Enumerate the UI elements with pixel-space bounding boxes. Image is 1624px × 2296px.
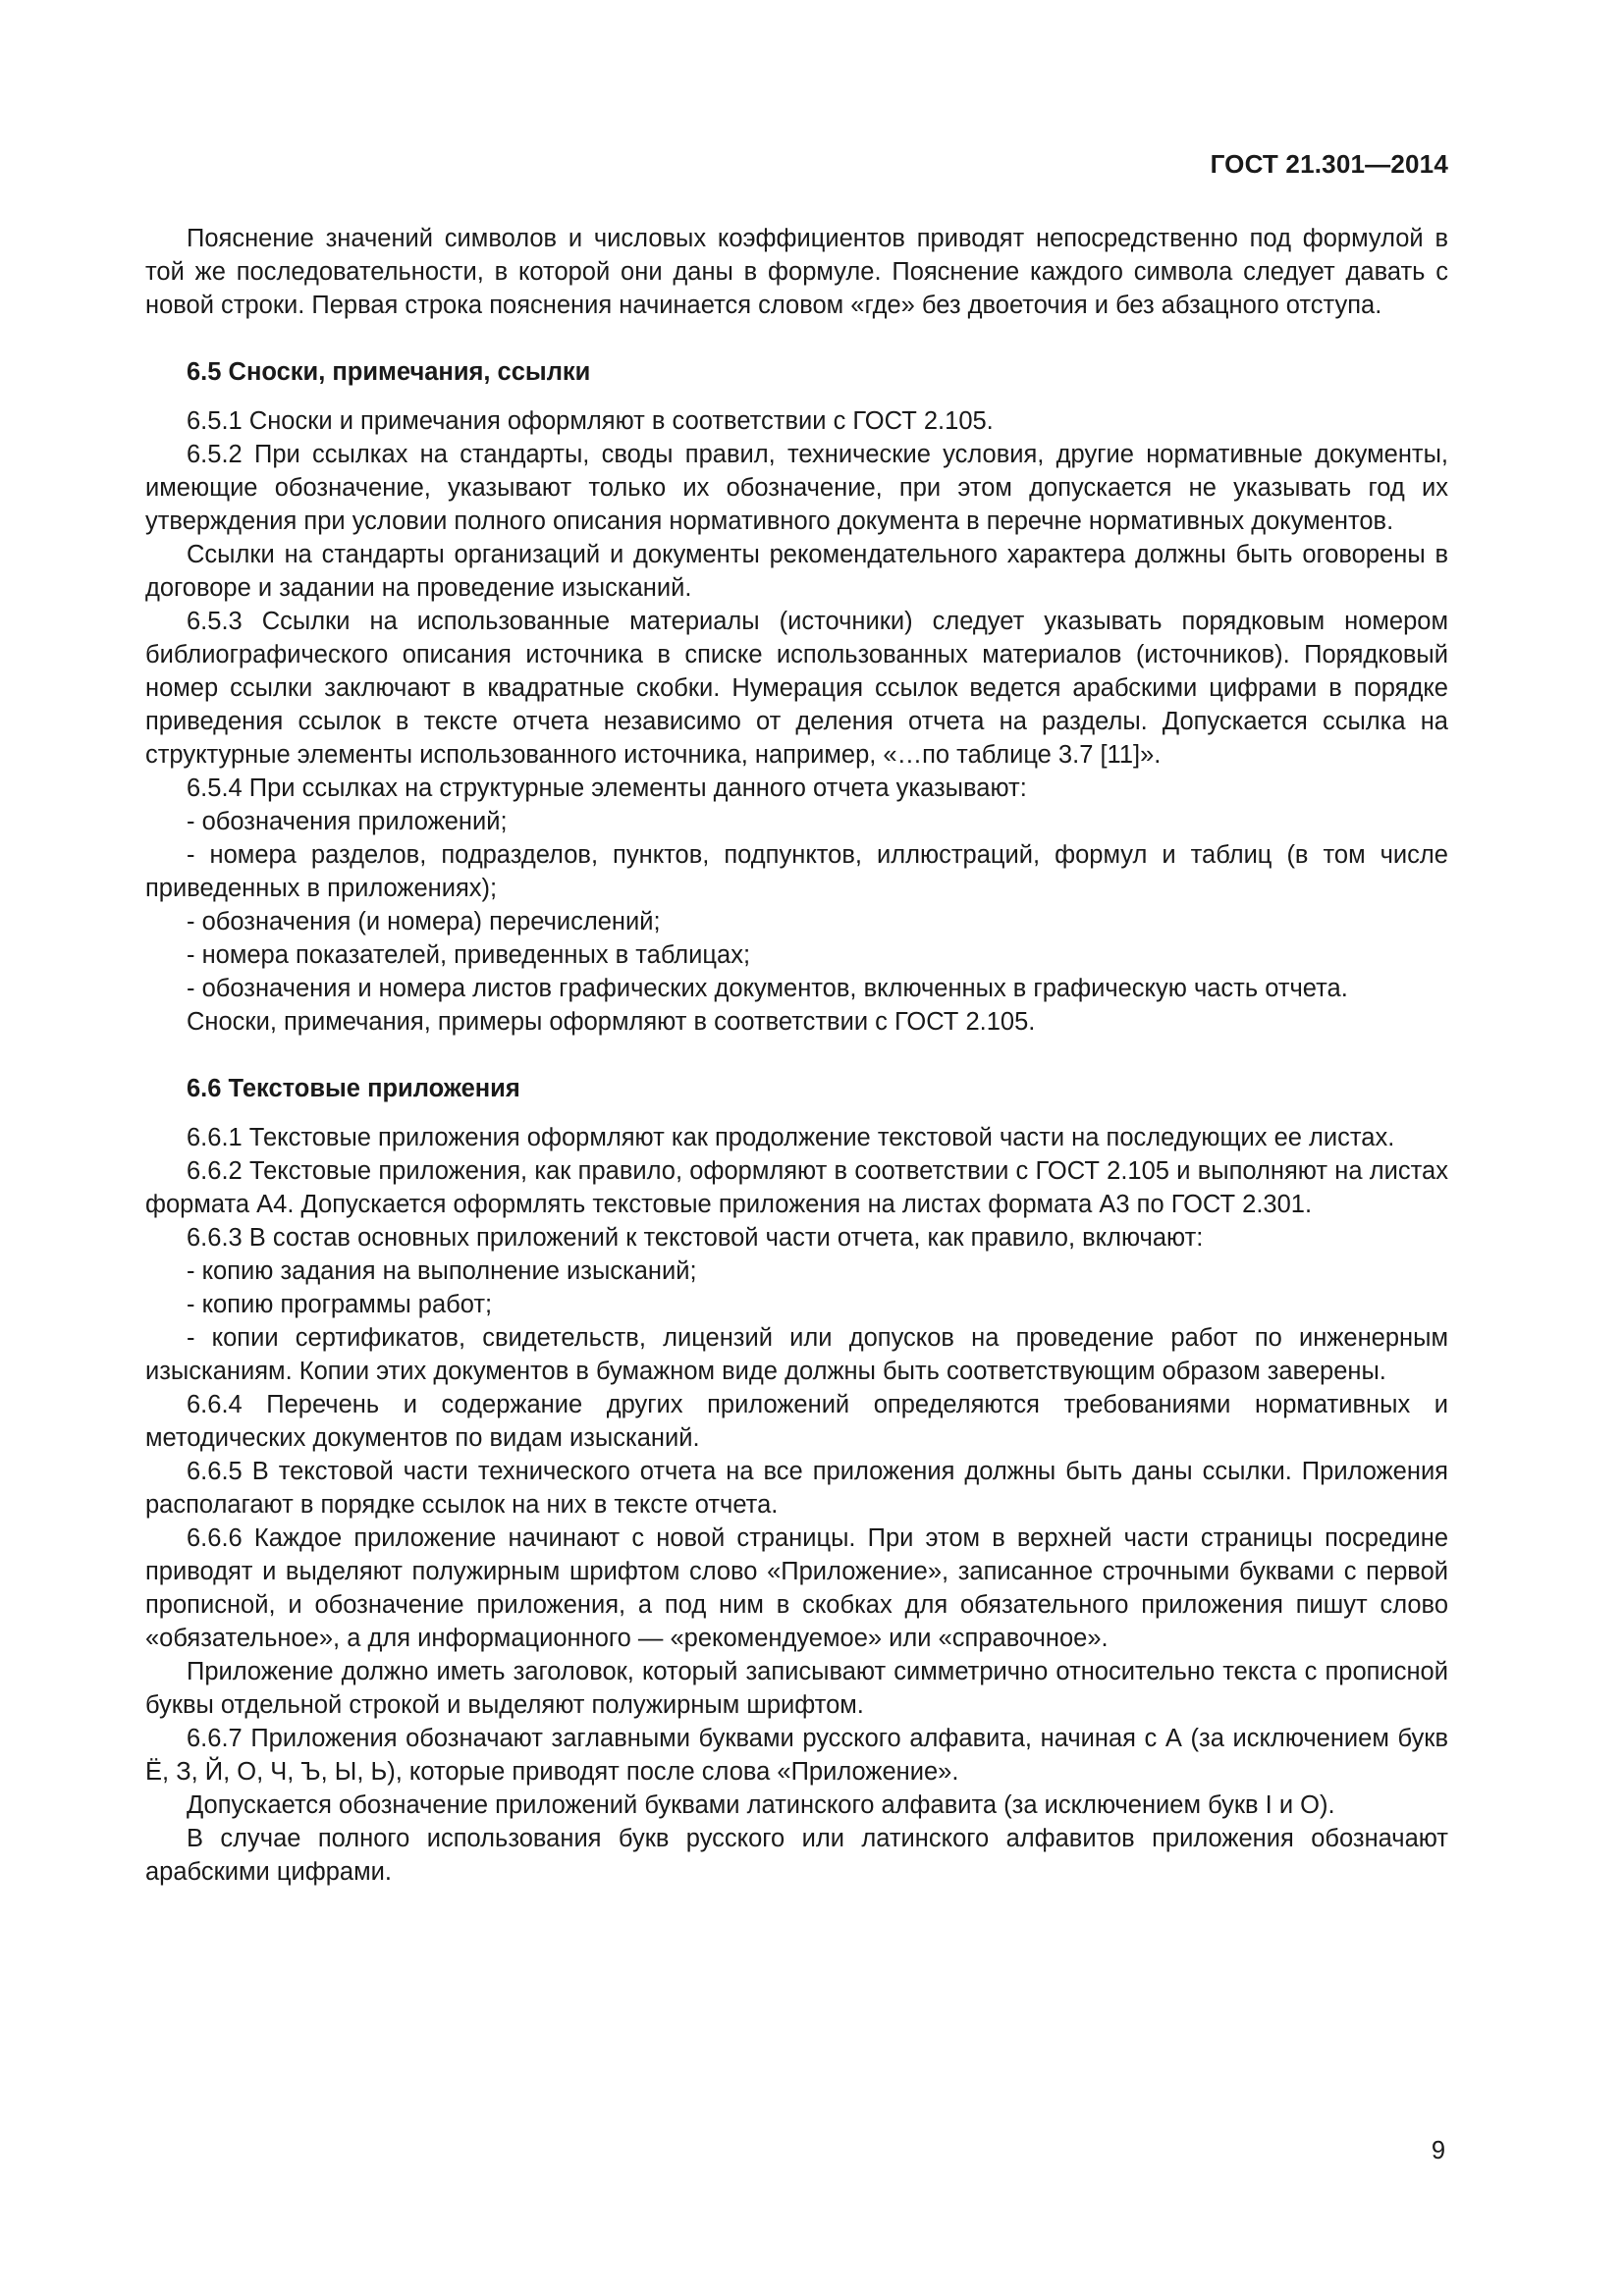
- document-body: [145, 222, 1448, 1889]
- document-code-header: ГОСТ 21.301—2014: [1210, 149, 1448, 179]
- list-item: - обозначения и номера листов графических документов, включенных в графическую часть отчета.: [187, 975, 1348, 1002]
- section-heading: 6.6 Текстовые приложения: [187, 1075, 520, 1102]
- paragraph: Допускается обозначение приложений буквами латинского алфавита (за исключением букв I и O).: [187, 1791, 1335, 1819]
- section-heading: 6.5 Сноски, примечания, ссылки: [187, 358, 591, 386]
- paragraph: 6.6.6 Каждое приложение начинают с новой страницы. При этом в верхней части страницы посредине приводят и выделяют полужирным шрифтом слово «Приложение», записанное строчными буквами с первой прописной, и обозначение приложения, а под ним в скобках для обязательного приложения пишут слово «обязательное», а для информационного — «рекомендуемое» или «справочное».: [145, 1524, 1448, 1652]
- list-item: - номера показателей, приведенных в таблицах;: [187, 941, 751, 969]
- page-number: 9: [1431, 2137, 1445, 2164]
- paragraph: 6.5.2 При ссылках на стандарты, своды правил, технические условия, другие нормативные документы, имеющие обозначение, указывают только их обозначение, при этом допускается не указывать год их утверждения при условии полного описания нормативного документа в перечне нормативных документов.: [145, 441, 1448, 535]
- paragraph: 6.6.4 Перечень и содержание других приложений определяются требованиями нормативных и методических документов по видам изысканий.: [145, 1391, 1448, 1452]
- paragraph: 6.5.3 Ссылки на использованные материалы (источники) следует указывать порядковым номером библиографического описания источника в списке использованных материалов (источников). Порядковый номер ссылки заключают в квадратные скобки. Нумерация ссылок ведется арабскими цифрами в порядке приведения ссылок в тексте отчета независимо от деления отчета на разделы. Допускается ссылка на структурные элементы использованного источника, например, «…по таблице 3.7 [11]».: [145, 608, 1448, 769]
- list-item: - номера разделов, подразделов, пунктов, подпунктов, иллюстраций, формул и таблиц (в том числе приведенных в приложениях);: [145, 841, 1448, 902]
- paragraph: 6.6.3 В состав основных приложений к текстовой части отчета, как правило, включают:: [187, 1224, 1204, 1252]
- paragraph: Ссылки на стандарты организаций и документы рекомендательного характера должны быть оговорены в договоре и задании на проведение изысканий.: [145, 541, 1448, 602]
- paragraph: 6.6.7 Приложения обозначают заглавными буквами русского алфавита, начиная с А (за исключением букв Ё, З, Й, О, Ч, Ъ, Ы, Ь), которые приводят после слова «Приложение».: [145, 1725, 1448, 1786]
- paragraph: В случае полного использования букв русского или латинского алфавитов приложения обозначают арабскими цифрами.: [145, 1825, 1448, 1886]
- paragraph: 6.6.5 В текстовой части технического отчета на все приложения должны быть даны ссылки. Приложения располагают в порядке ссылок на них в тексте отчета.: [145, 1458, 1448, 1519]
- paragraph: Пояснение значений символов и числовых коэффициентов приводят непосредственно под формулой в той же последовательности, в которой они даны в формуле. Пояснение каждого символа следует давать с новой строки. Первая строка пояснения начинается словом «где» без двоеточия и без абзацного отступа.: [145, 225, 1448, 319]
- paragraph: Сноски, примечания, примеры оформляют в соответствии с ГОСТ 2.105.: [187, 1008, 1036, 1036]
- paragraph: Приложение должно иметь заголовок, который записывают симметрично относительно текста с прописной буквы отдельной строкой и выделяют полужирным шрифтом.: [145, 1658, 1448, 1719]
- list-item: - копию задания на выполнение изысканий;: [187, 1257, 697, 1285]
- paragraph: 6.6.2 Текстовые приложения, как правило, оформляют в соответствии с ГОСТ 2.105 и выполняют на листах формата А4. Допускается оформлять текстовые приложения на листах формата А3 по ГОСТ 2.301.: [145, 1157, 1448, 1218]
- paragraph: 6.5.1 Сноски и примечания оформляют в соответствии с ГОСТ 2.105.: [187, 407, 994, 435]
- list-item: - обозначения приложений;: [187, 808, 508, 835]
- paragraph: 6.5.4 При ссылках на структурные элементы данного отчета указывают:: [187, 774, 1027, 802]
- paragraph: 6.6.1 Текстовые приложения оформляют как продолжение текстовой части на последующих ее листах.: [187, 1124, 1395, 1151]
- list-item: - копии сертификатов, свидетельств, лицензий или допусков на проведение работ по инженерным изысканиям. Копии этих документов в бумажном виде должны быть соответствующим образом заверены.: [145, 1324, 1448, 1385]
- list-item: - копию программы работ;: [187, 1291, 493, 1318]
- list-item: - обозначения (и номера) перечислений;: [187, 908, 661, 935]
